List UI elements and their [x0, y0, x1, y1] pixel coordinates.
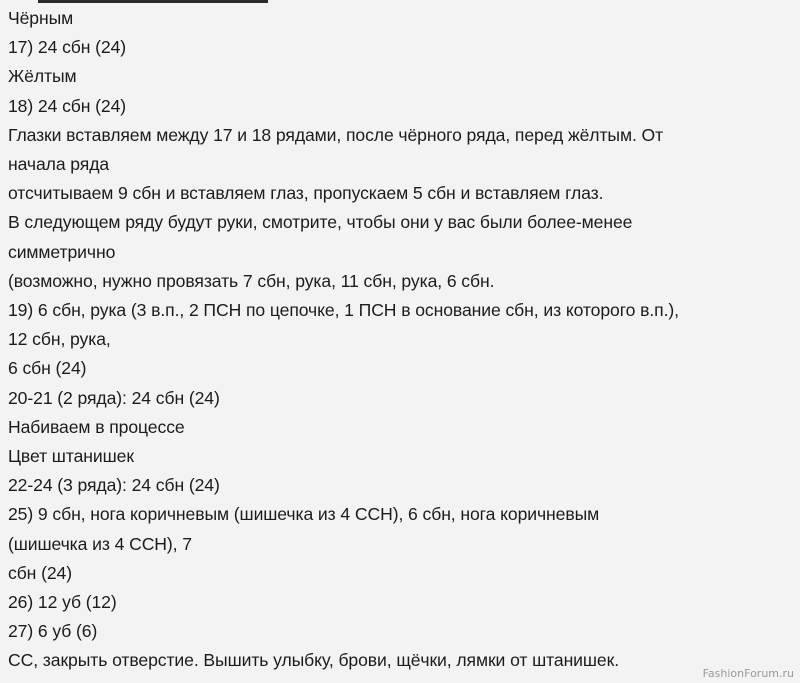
text-line: 17) 24 сбн (24) — [8, 37, 127, 58]
text-line: (возможно, нужно провязать 7 сбн, рука, 11 сбн, рука, 6 сбн. — [8, 270, 495, 291]
text-line: 22-24 (3 ряда): 24 сбн (24) — [8, 475, 220, 496]
site-watermark: FashionForum.ru — [702, 667, 794, 680]
text-line: сбн (24) — [8, 562, 72, 583]
text-line: 26) 12 уб (12) — [8, 592, 117, 613]
text-line: (шишечка из 4 ССН), 7 — [8, 533, 192, 554]
text-line: отсчитываем 9 сбн и вставляем глаз, пропускаем 5 сбн и вставляем глаз. — [8, 183, 604, 204]
text-line: Жёлтым — [8, 66, 77, 87]
text-line: симметрично — [8, 241, 116, 262]
text-line: 25) 9 сбн, нога коричневым (шишечка из 4 ССН), 6 сбн, нога коричневым — [8, 504, 600, 525]
text-line: Набиваем в процессе — [8, 416, 185, 437]
text-line: 20-21 (2 ряда): 24 сбн (24) — [8, 387, 220, 408]
text-line: СС, закрыть отверстие. Вышить улыбку, брови, щёчки, лямки от штанишек. — [8, 650, 619, 671]
text-line: начала ряда — [8, 154, 110, 175]
text-line: 18) 24 сбн (24) — [8, 95, 127, 116]
text-line: В следующем ряду будут руки, смотрите, чтобы они у вас были более-менее — [8, 212, 633, 233]
text-line: 6 сбн (24) — [8, 358, 87, 379]
text-line: 12 сбн, рука, — [8, 329, 111, 350]
text-line: 27) 6 уб (6) — [8, 621, 98, 642]
text-line: Глазки вставляем между 17 и 18 рядами, после чёрного ряда, перед жёлтым. От — [8, 124, 664, 145]
text-line: Чёрным — [8, 8, 74, 28]
text-line: 19) 6 сбн, рука (3 в.п., 2 ПСН по цепочке, 1 ПСН в основание сбн, из которого в.п.), — [8, 300, 679, 321]
text-line: Цвет штанишек — [8, 446, 134, 467]
